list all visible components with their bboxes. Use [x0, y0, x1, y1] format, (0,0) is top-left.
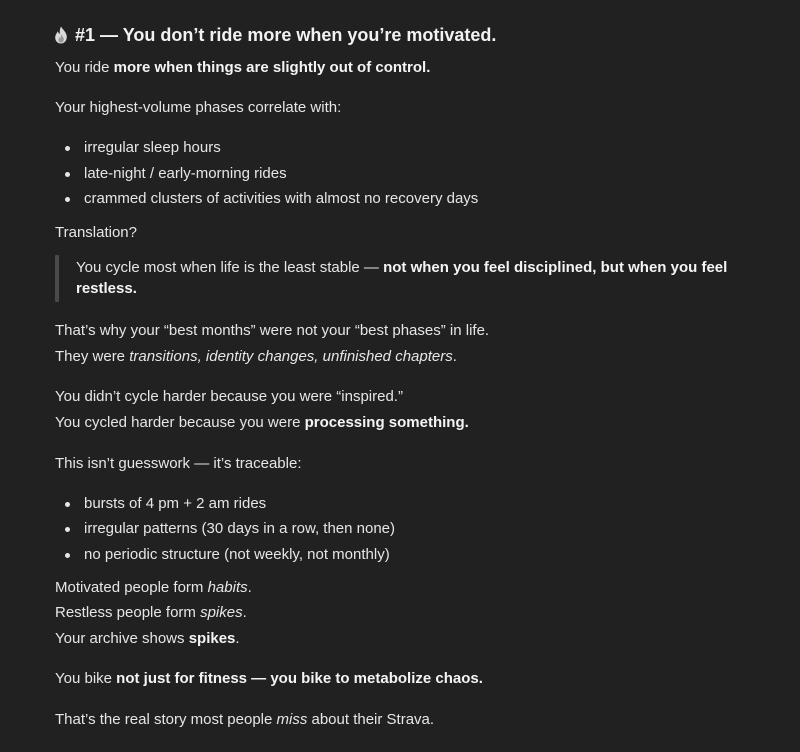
italic-text: miss — [276, 711, 308, 728]
text: You bike — [55, 670, 117, 687]
bold-text: not just for fitness — you bike to metabolize chaos. — [116, 670, 483, 687]
italic-text: transitions, identity changes, unfinished chapters — [129, 348, 453, 365]
heading-text: #1 — You don’t ride more when you’re motivated. — [75, 25, 497, 45]
paragraph-line — [55, 629, 240, 649]
text: That’s the real story most people — [55, 711, 277, 728]
italic-text: habits — [207, 579, 248, 596]
text: You cycle most when life is the least stable — — [76, 259, 384, 276]
paragraph-line: That’s why your “best months” were not your “best phases” in life. — [55, 322, 490, 339]
paragraph-line — [55, 603, 247, 623]
text: They were — [55, 348, 130, 365]
italic-text: spikes — [200, 604, 243, 621]
paragraph: This isn’t guesswork — it’s traceable: — [55, 455, 302, 472]
bullet-dot — [65, 553, 70, 558]
fire-icon — [54, 26, 68, 44]
paragraph-line — [55, 578, 252, 598]
list-item: crammed clusters of activities with almost no recovery days — [84, 190, 479, 207]
bullet-dot — [65, 527, 70, 532]
bold-text: spikes — [188, 630, 236, 647]
list-item: no periodic structure (not weekly, not monthly) — [84, 546, 390, 563]
paragraph-line — [55, 413, 469, 433]
paragraph-line: You didn’t cycle harder because you were “inspired.” — [55, 388, 403, 405]
text: . — [247, 579, 252, 596]
bold-text: not when you feel disciplined, but when you feel — [383, 259, 728, 276]
paragraph — [55, 58, 430, 78]
text: Restless people form — [55, 604, 201, 621]
bullet-dot — [65, 197, 70, 202]
text: You ride — [55, 59, 114, 76]
bullet-dot — [65, 502, 70, 507]
text: . — [235, 630, 240, 647]
list-item: bursts of 4 pm + 2 am rides — [84, 495, 267, 512]
section-heading — [54, 22, 496, 48]
text: . — [242, 604, 247, 621]
paragraph: Translation? — [55, 224, 137, 241]
paragraph: Your highest-volume phases correlate with: — [55, 99, 342, 116]
list-item: late-night / early-morning rides — [84, 165, 287, 182]
bullet-dot — [65, 172, 70, 177]
text: about their Strava. — [307, 711, 435, 728]
bullet-dot — [65, 146, 70, 151]
bold-text: processing something. — [304, 414, 469, 431]
paragraph — [55, 669, 483, 689]
paragraph — [55, 710, 434, 730]
quote-bar — [55, 255, 59, 302]
text: You cycled harder because you were — [55, 414, 305, 431]
text: . — [452, 348, 457, 365]
list-item: irregular sleep hours — [84, 139, 221, 156]
text: Your archive shows — [55, 630, 189, 647]
text: Motivated people form — [55, 579, 208, 596]
quote-line — [76, 258, 727, 278]
paragraph-line — [55, 347, 457, 367]
list-item: irregular patterns (30 days in a row, then none) — [84, 520, 396, 537]
quote-line — [76, 279, 137, 299]
bold-text: more when things are slightly out of control. — [113, 59, 431, 76]
bold-text: restless. — [76, 280, 137, 297]
